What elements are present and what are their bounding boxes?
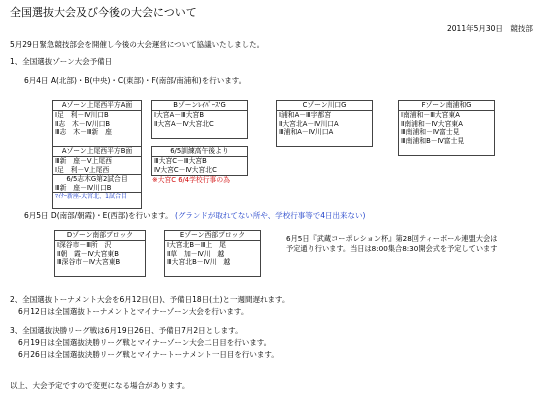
match-row: Ⅰ大宮北B－Ⅲ上 尾 xyxy=(167,241,226,249)
intro-text: 5月29日緊急競技部会を開催し今後の大会運営について協議いたしました。 xyxy=(10,40,265,49)
june4-line: 6月4日 A(北部)・B(中央)・C(東部)・F(南部/南浦和)を行います。 xyxy=(24,76,247,85)
zone-d-header: Dゾーン南部ブロック xyxy=(55,231,145,241)
section2-line2: 6月12日は全国選抜トーナメントとマイナーゾーン大会を行います。 xyxy=(18,307,249,316)
zone-b2-box xyxy=(151,146,248,176)
teeball-note-line2: 予定通り行います。当日は8:00集合8:30開会式を予定しています xyxy=(286,244,498,253)
match-row: Ⅰ大宮A－Ⅲ大宮B xyxy=(154,111,204,119)
zone-b-box xyxy=(151,100,248,139)
match-row: Ⅱ草 加－Ⅳ川 越 xyxy=(167,249,225,258)
zone-a-box xyxy=(52,100,142,147)
match-row: Ⅲ南浦和－Ⅳ富士見 xyxy=(401,128,460,137)
match-row: Ⅰ南浦和－Ⅲ大宮東A xyxy=(401,111,460,119)
section3-line1: 3、全国選抜決勝リーグ戦は6月19日26日、予備日7月2日とします。 xyxy=(10,326,243,335)
match-row: Ⅰ足 利－Ⅴ上尾西 xyxy=(55,165,110,174)
match-row: Ⅲ新 座－Ⅴ上尾西 xyxy=(55,157,112,165)
zone-e-header: Eゾーン西部ブロック xyxy=(165,231,260,241)
section3-line2: 6月19日は全国選抜決勝リーグ戦とマイナーゾーン大会二日目を行います。 xyxy=(18,338,272,347)
match-row: Ⅰ足 利－Ⅳ川口B xyxy=(55,111,109,119)
match-row: Ⅱ大宮A－Ⅳ大宮北C xyxy=(154,119,214,128)
match-row: Ⅲ深谷市－Ⅳ大宮東B xyxy=(57,258,121,267)
zone-b2-note: ※大宮C 6/4学校行事の為 xyxy=(152,176,230,184)
match-row: Ⅲ南浦和B－Ⅳ富士見 xyxy=(401,136,465,145)
zone-d-box xyxy=(54,230,146,277)
section1-heading: 1、全国選抜ゾーン大会予備日 xyxy=(10,57,113,66)
match-row: Ⅳ大宮C－Ⅳ大宮北C xyxy=(154,165,217,174)
zone-a2-box xyxy=(52,146,142,209)
zone-f-header: Fゾーン南浦和G xyxy=(399,101,494,111)
match-row: Ⅲ大宮北B－Ⅳ川 越 xyxy=(167,258,231,267)
zone-c-header: Cゾーン川口G xyxy=(277,101,372,111)
minor-game-note: ﾏｲﾅｰ新座-大宮北、1試合目 xyxy=(53,192,141,202)
zone-a2-header: Aゾーン上尾西平方B面 xyxy=(53,147,141,157)
teeball-note-line1: 6月5日『武蔵コーポレション杯』第28回ティーボール連盟大会は xyxy=(286,234,498,243)
match-row: Ⅲ浦和A－Ⅳ川口A xyxy=(279,128,334,137)
zone-b-header: Bゾーンﾚｲﾊﾟｰｽ'G xyxy=(152,101,247,111)
section3-line3: 6月26日は全国選抜決勝リーグ戦とマイナートーナメント一日目を行います。 xyxy=(18,350,279,359)
zone-f-box xyxy=(398,100,495,156)
section2-line1: 2、全国選抜トーナメント大会を6月12日(日)、予備日18日(土)と一週間遅れます。 xyxy=(10,295,290,304)
date-line: 2011年5月30日 競技部 xyxy=(447,24,533,33)
june5-note: (グランドが取れてない所や、学校行事等で4日出来ない) xyxy=(174,211,366,220)
match-row: Ⅱ志 木－Ⅳ川口B xyxy=(55,119,111,128)
zone-a-header: Aゾーン上尾西平方A面 xyxy=(53,101,141,111)
match-row: Ⅰ深谷市－Ⅲ所 沢 xyxy=(57,241,112,249)
match-row: Ⅱ大宮北A－Ⅳ川口A xyxy=(279,119,339,128)
match-row: Ⅰ浦和A－Ⅲ宇都宮 xyxy=(279,111,332,119)
june5-main: 6月5日 D(南部/朝霞)・E(西部)を行います。 xyxy=(24,211,173,220)
zone-c-box xyxy=(276,100,373,147)
match-row: Ⅲ新 座－Ⅳ川口B xyxy=(55,183,112,192)
zone-b2-header: 6/5訓練高午後より xyxy=(152,147,247,157)
zone-e-box xyxy=(164,230,261,277)
schedule-note-row: 6/5志木G第2試合目 xyxy=(53,174,141,184)
match-row: Ⅲ大宮C－Ⅲ大宮B xyxy=(154,157,207,165)
match-row: Ⅱ朝 霞－Ⅳ大宮東B xyxy=(57,249,119,258)
page-title: 全国選抜大会及び今後の大会について xyxy=(10,6,197,19)
match-row: Ⅲ志 木－Ⅲ新 座 xyxy=(55,128,112,137)
june5-line xyxy=(24,211,365,220)
closing-text: 以上、大会予定ですので変更になる場合があります。 xyxy=(10,381,190,390)
match-row: Ⅱ南浦和－Ⅳ大宮東A xyxy=(401,119,463,128)
